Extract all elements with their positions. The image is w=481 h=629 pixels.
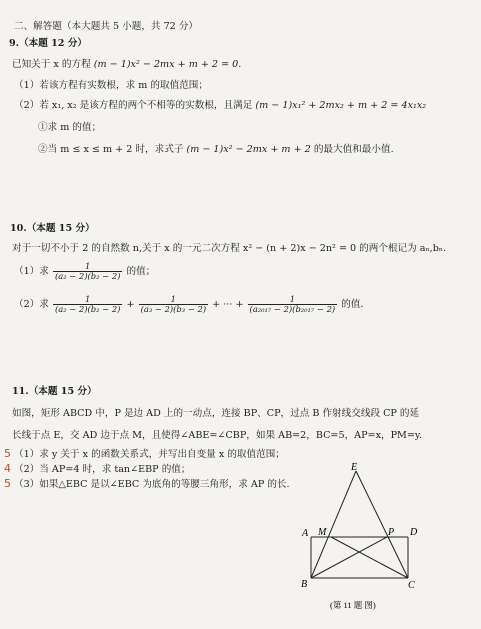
q10-header: 10.（本题 15 分） xyxy=(10,223,95,234)
q10-part1-text: （1）求 xyxy=(14,266,49,277)
q10-part2-text: （2）求 xyxy=(14,299,49,310)
fraction-denominator: (a₂ − 2)(b₂ − 2) xyxy=(54,271,121,281)
q9-part2-equation: (m − 1)x₁² + 2mx₂ + m + 2 = 4x₁x₂ xyxy=(255,100,427,111)
label-D: D xyxy=(410,527,418,538)
q9-stem-text: 已知关于 x 的方程 xyxy=(12,59,91,70)
q9-sub1: ①求 m 的值； xyxy=(38,122,102,133)
q11-stem-line1: 如图，矩形 ABCD 中，P 是边 AD 上的一动点，连接 BP、CP，过点 B 作射线交线段 CP 的延 xyxy=(12,408,420,419)
label-E: E xyxy=(351,462,358,473)
fraction-denominator: (a₂₀₁₇ − 2)(b₂₀₁₇ − 2) xyxy=(249,304,336,314)
q11-part3: （3）如果△EBC 是以∠EBC 为底角的等腰三角形，求 AP 的长. xyxy=(14,479,290,490)
fraction-denominator: (a₃ − 2)(b₃ − 2) xyxy=(140,304,207,314)
segment-EC xyxy=(356,471,408,578)
segment-BP xyxy=(311,537,387,578)
fraction-numerator: 1 xyxy=(85,294,91,304)
section-title: 二、解答题（本大题共 5 小题，共 72 分） xyxy=(14,21,199,32)
q11-part1: （1）求 y 关于 x 的函数关系式，并写出自变量 x 的取值范围； xyxy=(14,449,285,460)
fraction-numerator: 1 xyxy=(170,294,177,304)
label-A: A xyxy=(302,528,309,539)
ellipsis-sign: + ··· + xyxy=(212,299,244,310)
handwritten-mark-3: 5 xyxy=(4,477,11,490)
handwritten-mark-2: 4 xyxy=(4,462,11,475)
label-B: B xyxy=(301,579,308,590)
q11-stem-line2: 长线于点 E，交 AD 边于点 M，且使得∠ABE=∠CBP，如果 AB=2，BC=5，AP=x，PM=y. xyxy=(12,430,423,441)
q11-header: 11.（本题 15 分） xyxy=(12,386,97,397)
q9-sub2-post: 的最大值和最小值. xyxy=(313,144,394,155)
q10-stem: 对于一切不小于 2 的自然数 n,关于 x 的一元二次方程 x² − (n + 2)x − 2n² = 0 的两个根记为 aₙ,bₙ. xyxy=(12,243,447,254)
q9-part2-text: （2）若 x₁, x₂ 是该方程的两个不相等的实数根，且满足 xyxy=(14,100,253,111)
plus-sign: + xyxy=(126,299,135,310)
label-P: P xyxy=(388,527,395,538)
fraction-numerator: 1 xyxy=(289,294,296,304)
segment-MC xyxy=(331,537,408,578)
label-C: C xyxy=(408,580,415,591)
q9-sub2-equation: (m − 1)x² − 2mx + m + 2 xyxy=(186,144,311,155)
figure-caption: (第 11 题 图) xyxy=(330,600,376,610)
q10-part2-post: 的值. xyxy=(341,299,364,310)
q9-header: 9.（本题 12 分） xyxy=(9,38,88,49)
segment-BE xyxy=(311,471,356,578)
fraction-numerator: 1 xyxy=(85,261,91,271)
q9-stem-equation: (m − 1)x² − 2mx + m + 2 = 0 xyxy=(93,59,239,70)
q10-part1-post: 的值； xyxy=(126,266,156,277)
fraction-denominator: (a₂ − 2)(b₂ − 2) xyxy=(54,304,121,314)
q9-part1: （1）若该方程有实数根，求 m 的取值范围； xyxy=(14,80,208,91)
handwritten-mark-1: 5 xyxy=(4,447,11,460)
q9-stem: 已知关于 x 的方程 (m − 1)x² − 2mx + m + 2 = 0. xyxy=(12,59,242,70)
q9-sub2-text: ②当 m ≤ x ≤ m + 2 时，求式子 xyxy=(38,144,184,155)
label-M: M xyxy=(318,527,327,538)
q11-part2: （2）当 AP=4 时，求 tan∠EBP 的值； xyxy=(14,464,191,475)
